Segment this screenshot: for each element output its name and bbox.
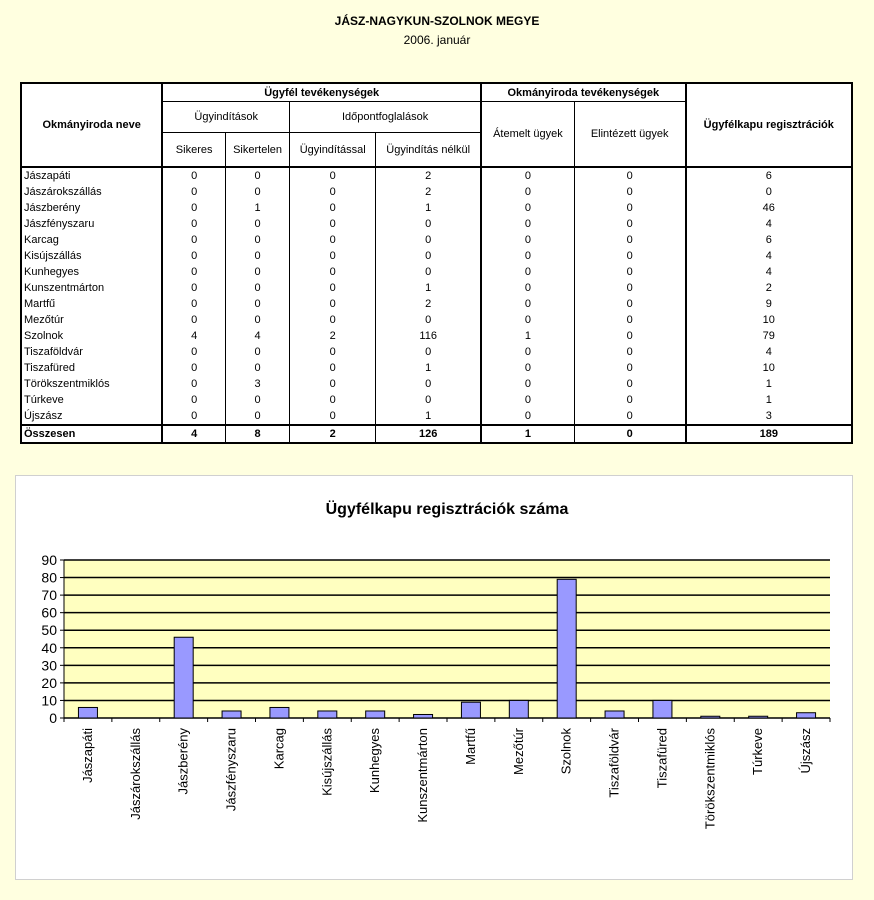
value-cell: 0 <box>225 280 289 296</box>
value-cell: 2 <box>290 328 376 344</box>
x-tick-label: Karcag <box>271 728 287 770</box>
value-cell: 0 <box>481 408 574 425</box>
header-transferred: Átemelt ügyek <box>481 102 574 168</box>
y-tick-label: 50 <box>41 622 57 639</box>
value-cell: 0 <box>481 360 574 376</box>
total-cell: 126 <box>376 425 481 443</box>
value-cell: 0 <box>290 296 376 312</box>
chart-title: Ügyfélkapu regisztrációk száma <box>325 501 569 518</box>
header-without-init: Ügyindítás nélkül <box>376 133 481 168</box>
table-row <box>21 408 852 425</box>
value-cell: 0 <box>290 167 376 184</box>
office-name-cell: Túrkeve <box>21 392 162 408</box>
value-cell: 6 <box>686 232 852 248</box>
value-cell: 0 <box>225 248 289 264</box>
office-name-cell: Jászapáti <box>21 167 162 184</box>
value-cell: 0 <box>481 216 574 232</box>
value-cell: 0 <box>162 232 225 248</box>
x-tick-label: Kunszentmárton <box>415 728 431 823</box>
table-row <box>21 296 852 312</box>
value-cell: 0 <box>481 232 574 248</box>
value-cell: 0 <box>376 344 481 360</box>
value-cell: 0 <box>162 248 225 264</box>
value-cell: 0 <box>225 408 289 425</box>
value-cell: 0 <box>481 392 574 408</box>
office-name-cell: Mezőtúr <box>21 312 162 328</box>
value-cell: 3 <box>225 376 289 392</box>
table-row <box>21 312 852 328</box>
value-cell: 1 <box>481 328 574 344</box>
value-cell: 0 <box>574 408 685 425</box>
value-cell: 0 <box>290 184 376 200</box>
value-cell: 0 <box>225 264 289 280</box>
value-cell: 4 <box>162 328 225 344</box>
office-name-cell: Szolnok <box>21 328 162 344</box>
y-tick-label: 70 <box>41 587 57 604</box>
value-cell: 2 <box>686 280 852 296</box>
value-cell: 0 <box>574 296 685 312</box>
value-cell: 0 <box>481 280 574 296</box>
x-tick-label: Túrkeve <box>750 728 766 775</box>
value-cell: 4 <box>686 264 852 280</box>
bar <box>557 579 576 718</box>
value-cell: 0 <box>574 312 685 328</box>
office-name-cell: Kunszentmárton <box>21 280 162 296</box>
value-cell: 0 <box>290 312 376 328</box>
bar-chart-svg <box>16 476 852 879</box>
header-office-activities: Okmányiroda tevékenységek <box>481 83 685 102</box>
value-cell: 0 <box>376 392 481 408</box>
value-cell: 0 <box>376 264 481 280</box>
value-cell: 1 <box>376 360 481 376</box>
value-cell: 3 <box>686 408 852 425</box>
bar <box>414 714 433 718</box>
value-cell: 0 <box>574 328 685 344</box>
office-name-cell: Karcag <box>21 232 162 248</box>
x-tick-label: Kisújszállás <box>319 728 335 796</box>
value-cell: 0 <box>290 264 376 280</box>
value-cell: 0 <box>162 264 225 280</box>
office-name-cell: Jászárokszállás <box>21 184 162 200</box>
y-tick-label: 80 <box>41 569 57 586</box>
header-successful: Sikeres <box>162 133 225 168</box>
value-cell: 4 <box>225 328 289 344</box>
x-tick-label: Szolnok <box>558 728 574 775</box>
office-name-cell: Tiszaföldvár <box>21 344 162 360</box>
value-cell: 0 <box>162 360 225 376</box>
value-cell: 9 <box>686 296 852 312</box>
value-cell: 0 <box>162 408 225 425</box>
office-name-cell: Törökszentmiklós <box>21 376 162 392</box>
page-subtitle: 2006. január <box>403 33 471 47</box>
value-cell: 0 <box>162 392 225 408</box>
value-cell: 0 <box>481 184 574 200</box>
y-tick-label: 0 <box>49 710 57 726</box>
value-cell: 0 <box>376 248 481 264</box>
value-cell: 116 <box>376 328 481 344</box>
value-cell: 0 <box>574 360 685 376</box>
bar <box>318 711 337 718</box>
value-cell: 10 <box>686 312 852 328</box>
value-cell: 1 <box>376 408 481 425</box>
office-name-cell: Martfű <box>21 296 162 312</box>
table-row <box>21 376 852 392</box>
value-cell: 6 <box>686 167 852 184</box>
value-cell: 0 <box>225 360 289 376</box>
table-row <box>21 280 852 296</box>
value-cell: 0 <box>290 248 376 264</box>
table-row <box>21 344 852 360</box>
value-cell: 0 <box>290 344 376 360</box>
value-cell: 0 <box>225 344 289 360</box>
bar <box>222 711 241 718</box>
header-initiations: Ügyindítások <box>162 102 289 133</box>
table-row <box>21 328 852 344</box>
value-cell: 0 <box>376 312 481 328</box>
value-cell: 0 <box>290 232 376 248</box>
registrations-table <box>20 82 853 444</box>
value-cell: 1 <box>376 200 481 216</box>
value-cell: 0 <box>574 248 685 264</box>
y-tick-label: 40 <box>41 639 57 656</box>
value-cell: 0 <box>225 232 289 248</box>
office-name-cell: Kisújszállás <box>21 248 162 264</box>
y-tick-label: 20 <box>41 674 57 691</box>
table-row <box>21 216 852 232</box>
value-cell: 2 <box>376 184 481 200</box>
total-cell: 0 <box>574 425 685 443</box>
header-failed: Sikertelen <box>225 133 289 168</box>
table-row <box>21 167 852 184</box>
x-tick-label: Tiszafüred <box>654 728 670 789</box>
bar <box>174 637 193 718</box>
value-cell: 10 <box>686 360 852 376</box>
x-tick-label: Törökszentmiklós <box>702 728 718 830</box>
value-cell: 0 <box>290 280 376 296</box>
total-cell: 4 <box>162 425 225 443</box>
value-cell: 0 <box>481 344 574 360</box>
value-cell: 0 <box>225 216 289 232</box>
value-cell: 4 <box>686 248 852 264</box>
bar-chart <box>15 475 853 880</box>
value-cell: 0 <box>686 184 852 200</box>
bar <box>653 700 672 718</box>
office-name-cell: Újszász <box>21 408 162 425</box>
value-cell: 1 <box>376 280 481 296</box>
value-cell: 0 <box>225 392 289 408</box>
y-tick-label: 90 <box>41 552 57 568</box>
office-name-cell: Kunhegyes <box>21 264 162 280</box>
value-cell: 0 <box>290 408 376 425</box>
total-cell: 1 <box>481 425 574 443</box>
value-cell: 1 <box>686 392 852 408</box>
value-cell: 4 <box>686 216 852 232</box>
value-cell: 0 <box>225 312 289 328</box>
value-cell: 2 <box>376 296 481 312</box>
office-name-cell: Jászfényszaru <box>21 216 162 232</box>
y-tick-label: 60 <box>41 604 57 621</box>
value-cell: 0 <box>162 167 225 184</box>
value-cell: 0 <box>574 376 685 392</box>
y-tick-label: 10 <box>41 692 57 709</box>
value-cell: 0 <box>162 344 225 360</box>
office-name-cell: Tiszafüred <box>21 360 162 376</box>
value-cell: 0 <box>162 200 225 216</box>
table-row <box>21 360 852 376</box>
table-row <box>21 392 852 408</box>
value-cell: 0 <box>481 248 574 264</box>
x-tick-label: Mezőtúr <box>510 728 526 775</box>
bar <box>797 713 816 718</box>
value-cell: 0 <box>290 200 376 216</box>
header-completed: Elintézett ügyek <box>574 102 685 168</box>
value-cell: 0 <box>481 264 574 280</box>
value-cell: 0 <box>574 392 685 408</box>
x-tick-label: Jászapáti <box>79 728 95 783</box>
x-tick-label: Kunhegyes <box>367 728 383 794</box>
value-cell: 0 <box>162 312 225 328</box>
value-cell: 0 <box>376 376 481 392</box>
y-tick-label: 30 <box>41 657 57 674</box>
value-cell: 0 <box>574 264 685 280</box>
total-row <box>21 425 852 443</box>
x-tick-label: Jászárokszállás <box>127 728 143 820</box>
value-cell: 0 <box>162 376 225 392</box>
table-row <box>21 200 852 216</box>
value-cell: 0 <box>481 200 574 216</box>
bar <box>78 707 97 718</box>
value-cell: 46 <box>686 200 852 216</box>
page-title: JÁSZ-NAGYKUN-SZOLNOK MEGYE <box>334 14 540 28</box>
office-name-cell: Jászberény <box>21 200 162 216</box>
value-cell: 79 <box>686 328 852 344</box>
value-cell: 0 <box>574 344 685 360</box>
value-cell: 0 <box>162 216 225 232</box>
bar <box>605 711 624 718</box>
x-tick-label: Martfű <box>462 728 478 765</box>
value-cell: 1 <box>686 376 852 392</box>
value-cell: 0 <box>574 184 685 200</box>
x-tick-label: Jászfényszaru <box>223 728 239 812</box>
value-cell: 0 <box>376 232 481 248</box>
value-cell: 2 <box>376 167 481 184</box>
table-row <box>21 264 852 280</box>
value-cell: 0 <box>574 167 685 184</box>
value-cell: 0 <box>162 280 225 296</box>
bar <box>461 702 480 718</box>
bar <box>366 711 385 718</box>
bar <box>270 707 289 718</box>
total-cell: 2 <box>290 425 376 443</box>
value-cell: 0 <box>481 167 574 184</box>
table-row <box>21 184 852 200</box>
value-cell: 0 <box>574 280 685 296</box>
value-cell: 4 <box>686 344 852 360</box>
header-registrations: Ügyfélkapu regisztrációk <box>686 83 852 167</box>
value-cell: 0 <box>376 216 481 232</box>
x-tick-label: Újszász <box>798 728 814 774</box>
header-appointments: Időpontfoglalások <box>290 102 481 133</box>
value-cell: 0 <box>225 296 289 312</box>
value-cell: 0 <box>225 184 289 200</box>
header-client-activities: Ügyfél tevékenységek <box>162 83 481 102</box>
total-cell: 189 <box>686 425 852 443</box>
value-cell: 1 <box>225 200 289 216</box>
table-row <box>21 248 852 264</box>
value-cell: 0 <box>481 376 574 392</box>
value-cell: 0 <box>225 167 289 184</box>
header-office-name: Okmányiroda neve <box>21 83 162 167</box>
value-cell: 0 <box>162 184 225 200</box>
value-cell: 0 <box>481 296 574 312</box>
total-cell: 8 <box>225 425 289 443</box>
x-tick-label: Tiszaföldvár <box>606 728 622 798</box>
bar <box>509 700 528 718</box>
value-cell: 0 <box>290 392 376 408</box>
value-cell: 0 <box>162 296 225 312</box>
value-cell: 0 <box>290 216 376 232</box>
value-cell: 0 <box>574 232 685 248</box>
x-tick-label: Jászberény <box>175 728 191 795</box>
total-label: Összesen <box>21 425 162 443</box>
table-row <box>21 232 852 248</box>
value-cell: 0 <box>574 200 685 216</box>
value-cell: 0 <box>290 360 376 376</box>
value-cell: 0 <box>290 376 376 392</box>
value-cell: 0 <box>481 312 574 328</box>
header-with-init: Ügyindítással <box>290 133 376 168</box>
value-cell: 0 <box>574 216 685 232</box>
